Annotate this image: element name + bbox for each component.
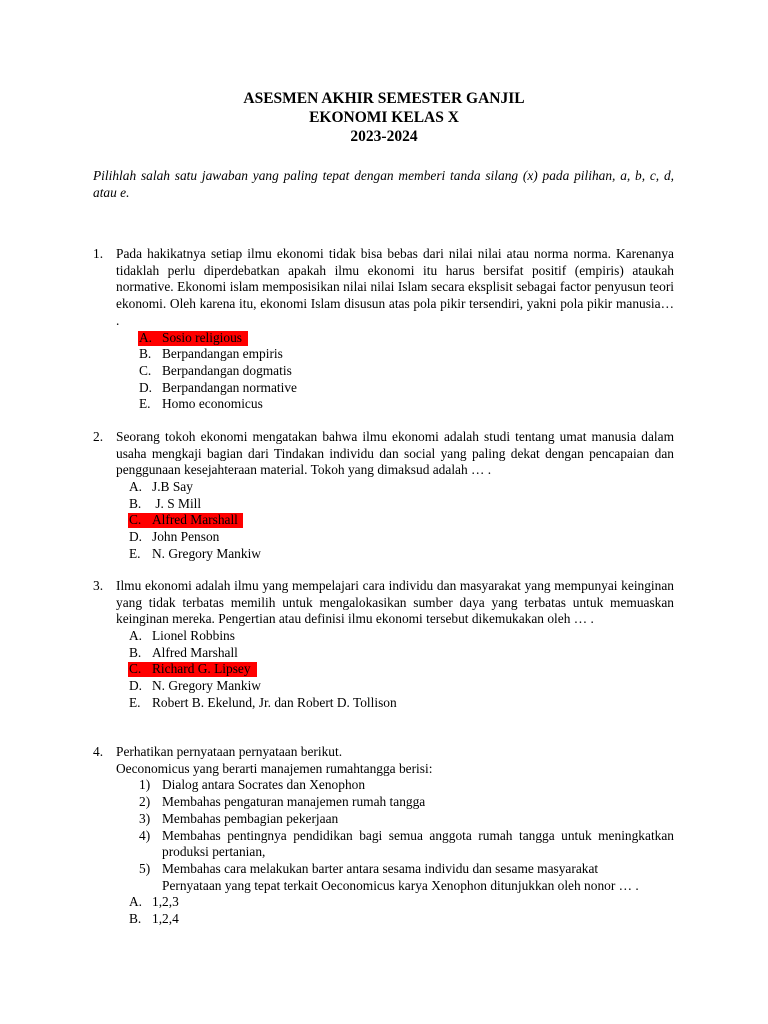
- statement-text: Membahas pentingnya pendidikan bagi semua anggota rumah tangga untuk meningkatkan produksi pertanian,: [162, 827, 674, 860]
- document-title: [0, 89, 768, 146]
- option-b[interactable]: [93, 346, 674, 363]
- option-text: Lionel Robbins: [152, 628, 235, 644]
- option-d[interactable]: [93, 678, 674, 695]
- option-e[interactable]: [93, 695, 674, 712]
- option-c[interactable]: [93, 363, 674, 380]
- option-letter: A.: [129, 628, 143, 644]
- option-text: Robert B. Ekelund, Jr. dan Robert D. Tollison: [152, 694, 397, 710]
- statement-number: 5): [139, 860, 151, 876]
- question-intro: Perhatikan pernyataan pernyataan berikut.: [116, 744, 343, 759]
- option-text: Alfred Marshall: [152, 512, 238, 528]
- option-a-highlighted[interactable]: [93, 330, 674, 347]
- option-letter: A.: [129, 894, 143, 910]
- statement-text: Membahas pengaturan manajemen rumah tangga: [162, 794, 426, 810]
- question-1: [93, 246, 674, 413]
- option-b[interactable]: [93, 645, 674, 662]
- question-number: 4.: [93, 744, 104, 759]
- option-letter: A.: [129, 479, 143, 495]
- option-letter: B.: [129, 644, 142, 660]
- option-c-highlighted[interactable]: [93, 512, 674, 529]
- option-letter: B.: [129, 495, 142, 511]
- option-text: Berpandangan normative: [162, 379, 297, 395]
- statement-item: [93, 777, 674, 794]
- statement-number: 2): [139, 794, 151, 810]
- title-line-1: ASESMEN AKHIR SEMESTER GANJIL: [243, 90, 525, 107]
- option-letter: D.: [139, 379, 153, 395]
- statement-text: Membahas pembagian pekerjaan: [162, 810, 339, 826]
- option-letter: C.: [129, 512, 142, 528]
- statement-item: [93, 861, 674, 878]
- option-a[interactable]: [93, 894, 674, 911]
- statement-list: [93, 777, 674, 877]
- option-e[interactable]: [93, 546, 674, 563]
- instructions: Pilihlah salah satu jawaban yang paling tepat dengan memberi tanda silang (x) pada pilihan, a, b, c, d, atau e.: [93, 168, 674, 200]
- question-number: 2.: [93, 429, 104, 444]
- statement-number: 4): [139, 827, 151, 843]
- statement-text: Dialog antara Socrates dan Xenophon: [162, 777, 366, 793]
- option-letter: B.: [139, 346, 152, 362]
- question-number: 1.: [93, 246, 104, 261]
- option-letter: E.: [129, 545, 141, 561]
- option-text: Berpandangan empiris: [162, 346, 283, 362]
- option-letter: D.: [129, 678, 143, 694]
- option-list: [93, 628, 674, 711]
- statement-number: 1): [139, 777, 151, 793]
- option-letter: B.: [129, 911, 142, 927]
- option-letter: C.: [129, 661, 142, 677]
- question-number: 3.: [93, 578, 104, 593]
- question-3: [93, 578, 674, 712]
- question-text: Pernyataan yang tepat terkait Oeconomicus karya Xenophon ditunjukkan oleh nonor … .: [162, 877, 639, 893]
- option-text: Richard G. Lipsey: [152, 661, 251, 677]
- option-text: Sosio religious: [162, 329, 242, 345]
- option-text: 1,2,4: [152, 911, 179, 927]
- question-text: Seorang tokoh ekonomi mengatakan bahwa ilmu ekonomi adalah studi tentang umat manusia dalam usaha mengkaji bagian dari Tindakan individu dan social yang paling dekat dengan pencapaian dan penggunaan kesejahteraan material. Tokoh yang dimaksud adalah … .: [116, 429, 674, 478]
- option-text: J.B Say: [152, 479, 193, 495]
- option-letter: E.: [139, 396, 151, 412]
- statement-number: 3): [139, 810, 151, 826]
- statement-item: [93, 811, 674, 828]
- option-b[interactable]: [93, 911, 674, 928]
- option-text: John Penson: [152, 529, 220, 545]
- option-letter: A.: [139, 329, 153, 345]
- option-list: [93, 894, 674, 927]
- question-subintro: Oeconomicus yang berarti manajemen rumahtangga berisi:: [116, 760, 433, 776]
- option-letter: D.: [129, 529, 143, 545]
- statement-item: [93, 794, 674, 811]
- statement-item: [93, 828, 674, 861]
- option-text: N. Gregory Mankiw: [152, 678, 261, 694]
- option-text: Alfred Marshall: [152, 644, 238, 660]
- option-c-highlighted[interactable]: [93, 661, 674, 678]
- option-d[interactable]: [93, 380, 674, 397]
- option-a[interactable]: [93, 628, 674, 645]
- option-text: N. Gregory Mankiw: [152, 545, 261, 561]
- question-4: [93, 744, 674, 928]
- title-line-3: 2023-2024: [350, 128, 418, 145]
- question-text: Ilmu ekonomi adalah ilmu yang mempelajari cara individu dan masyarakat yang mempunyai keinginan yang tidak terbatas memilih untuk mengalokasikan sumber daya yang terbatas untuk memuaskan keinginan mereka. Pengertian atau definisi ilmu ekonomi tersebut dikemukakan oleh … .: [116, 578, 674, 627]
- option-list: [93, 330, 674, 413]
- option-d[interactable]: [93, 529, 674, 546]
- option-text: Homo economicus: [162, 396, 263, 412]
- statement-text: Membahas cara melakukan barter antara sesama individu dan sesame masyarakat: [162, 860, 599, 876]
- option-list: [93, 479, 674, 562]
- option-e[interactable]: [93, 396, 674, 413]
- question-2: [93, 429, 674, 563]
- option-text: 1,2,3: [152, 894, 179, 910]
- option-text: J. S Mill: [152, 495, 202, 511]
- option-letter: C.: [139, 362, 152, 378]
- option-b[interactable]: [93, 496, 674, 513]
- question-text: Pada hakikatnya setiap ilmu ekonomi tidak bisa bebas dari nilai nilai atau norma norma. Karenanya tidaklah perlu diperdebatkan apakah ilmu ekonomi itu harus bersifat positif (empiris) ataukah normative. Ekonomi islam memposisikan nilai nilai Islam secara eksplisit sebagai factor penyusun teori ekonomi. Oleh karena itu, ekonomi Islam disusun atas pola pikir tersendiri, yakni pola pikir manusia… .: [116, 246, 674, 328]
- option-text: Berpandangan dogmatis: [162, 362, 292, 378]
- option-a[interactable]: [93, 479, 674, 496]
- option-letter: E.: [129, 694, 141, 710]
- title-line-2: EKONOMI KELAS X: [309, 109, 459, 126]
